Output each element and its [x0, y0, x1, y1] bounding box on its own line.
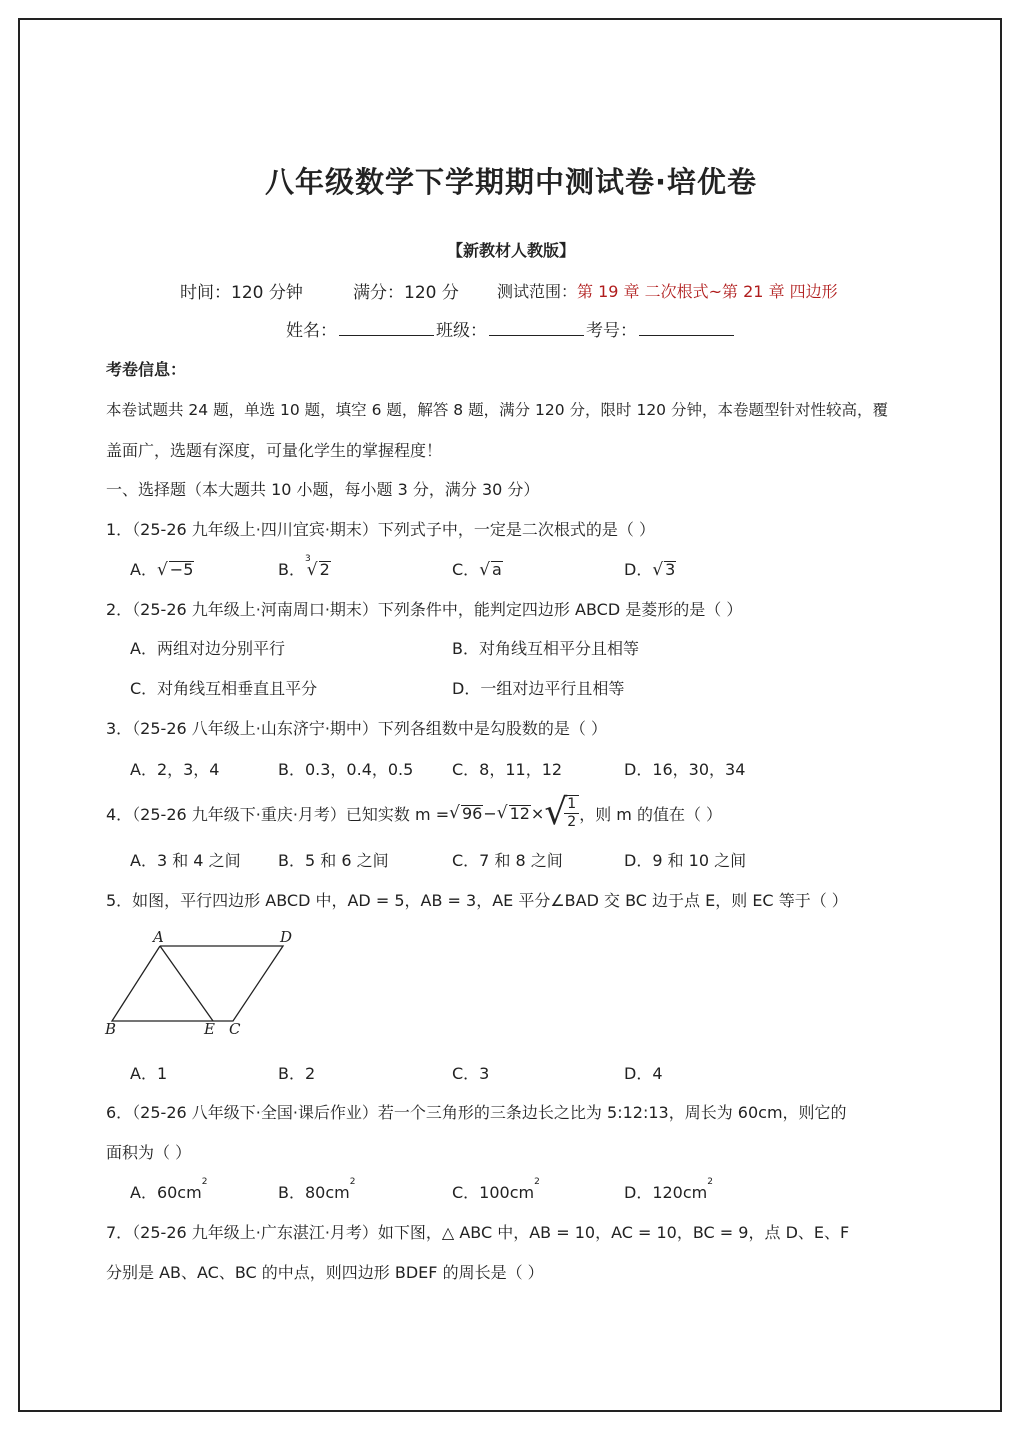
q4-option-b[interactable]: B．5 和 6 之间 [278, 851, 389, 870]
sqrt-sign: √ [306, 560, 318, 580]
q6-option-a[interactable] [130, 1177, 208, 1203]
segment-ae [160, 946, 213, 1021]
exam-title: 八年级数学下学期期中测试卷·培优卷 [264, 165, 758, 199]
q6-a-text: A．60cm [130, 1183, 202, 1202]
test-range-label: 测试范围： [497, 282, 578, 301]
q4-frac-numerator: 1 [564, 796, 579, 814]
exam-time: 时间：120 分钟 [180, 283, 303, 303]
q1-b-value: 2 [319, 560, 330, 579]
q4-option-d[interactable]: D．9 和 10 之间 [624, 851, 747, 870]
q1-option-a[interactable] [130, 557, 194, 580]
q1-option-d[interactable] [624, 557, 676, 580]
parallelogram-outline [112, 946, 283, 1021]
q7-stem-2: 分别是 AB、AC、BC 的中点，则四边形 BDEF 的周长是（ ） [106, 1263, 544, 1282]
q4-stem-post: ，则 m 的值在（ ） [579, 804, 723, 824]
info-line-1: 本卷试题共 24 题，单选 10 题，填空 6 题，解答 8 题，满分 120 分，限时 120 分钟，本卷题型针对性较高，覆 [106, 401, 888, 419]
q3-option-a[interactable]: A．2，3，4 [130, 760, 220, 779]
q1-c-value: a [492, 560, 502, 579]
squared-exponent: 2 [349, 1177, 356, 1187]
q4-frac-denominator: 2 [567, 814, 577, 830]
q4-minus: − [483, 803, 497, 823]
q4-times: × [530, 803, 545, 823]
q6-stem-2: 面积为（ ） [106, 1143, 192, 1162]
q2-option-d[interactable]: D．一组对边平行且相等 [452, 679, 625, 698]
q5-option-c[interactable]: C．3 [452, 1064, 490, 1083]
sqrt-sign: √ [156, 560, 168, 580]
q2-option-c[interactable]: C．对角线互相垂直且平分 [130, 679, 318, 698]
q2-option-a[interactable]: A．两组对边分别平行 [130, 639, 285, 658]
id-label: 考号： [586, 321, 637, 341]
q1-c-label: C． [452, 560, 480, 579]
q7-stem-1: 7．（25-26 九年级上·广东湛江·月考）如下图，△ ABC 中，AB = 10，AC = 10，BC = 9，点 D、E、F [106, 1223, 850, 1242]
info-line-2: 盖面广，选题有深度，可量化学生的掌握程度！ [106, 441, 443, 460]
class-blank[interactable] [489, 321, 584, 336]
sqrt-sign: √ [496, 803, 508, 823]
q3-option-d[interactable]: D．16，30，34 [624, 760, 746, 779]
q4-root-1: 96 [461, 803, 483, 823]
q5-option-d[interactable]: D．4 [624, 1064, 663, 1083]
q4-option-c[interactable]: C．7 和 8 之间 [452, 851, 563, 870]
q6-stem-1: 6．（25-26 八年级下·全国·课后作业）若一个三角形的三条边长之比为 5:12:13，周长为 60cm，则它的 [106, 1103, 847, 1122]
q4-stem [106, 793, 722, 833]
q1-b-label: B． [278, 560, 305, 579]
q3-option-b[interactable]: B．0.3，0.4，0.5 [278, 760, 414, 779]
point-label-e: E [204, 1020, 215, 1038]
big-sqrt-sign: √ [544, 792, 568, 833]
q1-stem: 1．（25-26 九年级上·四川宜宾·期末）下列式子中，一定是二次根式的是（ ） [106, 520, 656, 539]
q6-option-d[interactable] [624, 1177, 713, 1203]
exam-full-score: 满分：120 分 [353, 283, 459, 303]
q2-option-b[interactable]: B．对角线互相平分且相等 [452, 639, 639, 658]
squared-exponent: 2 [201, 1177, 208, 1187]
name-label: 姓名： [286, 321, 337, 341]
q1-b-index: 3 [304, 554, 311, 564]
q1-d-label: D． [624, 560, 653, 579]
q4-option-a[interactable]: A．3 和 4 之间 [130, 851, 241, 870]
squared-exponent: 2 [534, 1177, 540, 1187]
info-heading: 考卷信息： [106, 360, 187, 379]
section-1-heading: 一、选择题（本大题共 10 小题，每小题 3 分，满分 30 分） [106, 480, 540, 499]
q6-c-text: C．100cm [452, 1183, 535, 1202]
q5-option-b[interactable]: B．2 [278, 1064, 316, 1083]
student-fields [0, 316, 1022, 341]
q5-stem: 5．如图，平行四边形 ABCD 中，AD = 5，AB = 3，AE 平分∠BAD 交 BC 边于点 E，则 EC 等于（ ） [106, 891, 848, 910]
q6-option-c[interactable] [452, 1177, 540, 1203]
q4-root-2: 12 [509, 803, 530, 823]
test-range-value: 第 19 章 二次根式~第 21 章 四边形 [577, 282, 838, 301]
q1-option-c[interactable] [452, 557, 503, 580]
q5-parallelogram-figure [100, 925, 310, 1045]
point-label-b: B [105, 1020, 117, 1038]
q6-option-b[interactable] [278, 1177, 356, 1203]
sqrt-sign: √ [449, 803, 460, 823]
q4-fraction [564, 795, 579, 831]
point-label-a: A [153, 928, 164, 946]
id-blank[interactable] [639, 321, 734, 336]
q1-option-b[interactable] [278, 554, 331, 580]
sqrt-sign: √ [479, 560, 491, 580]
q1-a-label: A． [130, 560, 157, 579]
point-label-d: D [280, 928, 293, 946]
point-label-c: C [229, 1020, 241, 1038]
edition-label: 【新教材人教版】 [446, 241, 575, 260]
q5-option-a[interactable]: A．1 [130, 1064, 168, 1083]
q3-option-c[interactable]: C．8，11，12 [452, 760, 563, 779]
q3-stem: 3．（25-26 八年级上·山东济宁·期中）下列各组数中是勾股数的是（ ） [106, 719, 608, 738]
q6-b-text: B．80cm [278, 1183, 350, 1202]
class-label: 班级： [436, 321, 487, 341]
q1-d-value: 3 [665, 560, 676, 579]
sqrt-sign: √ [652, 560, 664, 580]
q1-a-value: −5 [169, 560, 194, 579]
test-range [497, 279, 838, 302]
squared-exponent: 2 [707, 1177, 713, 1187]
q2-stem: 2．（25-26 九年级上·河南周口·期末）下列条件中，能判定四边形 ABCD 是菱形的是（ ） [106, 600, 743, 619]
q6-d-text: D．120cm [624, 1183, 708, 1202]
q4-stem-pre: 4．（25-26 九年级下·重庆·月考）已知实数 m = [106, 804, 450, 824]
name-blank[interactable] [339, 321, 434, 336]
